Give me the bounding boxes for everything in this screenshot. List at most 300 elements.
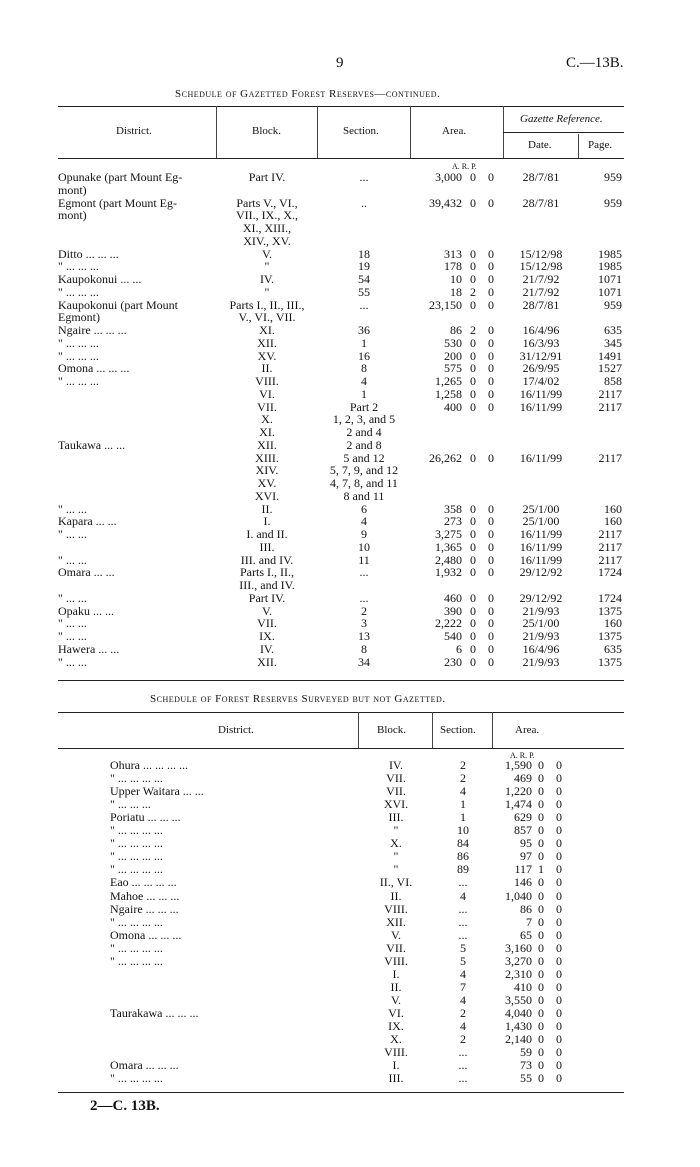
- t1-page: 1491: [598, 348, 622, 363]
- t2-area-units: A. R. P.: [510, 751, 535, 760]
- t2-acres: 7: [526, 914, 532, 929]
- t1-acres: 1,365: [435, 539, 462, 554]
- t1-block: XIV., XV.: [243, 233, 291, 248]
- t2-perches: 0: [556, 810, 562, 825]
- t2-section: 4: [460, 888, 466, 903]
- t1-block: XI.: [259, 323, 275, 337]
- t1-section: 36: [358, 323, 370, 337]
- t2-block: I.: [392, 1058, 400, 1073]
- t1-roods: 0: [470, 361, 476, 376]
- t1-section: 19: [358, 259, 370, 274]
- t1-district: Opunake (part Mount Eg-: [58, 171, 183, 184]
- t1-roods: 0: [470, 297, 476, 312]
- t1-page: 1375: [598, 654, 622, 669]
- t1-section: 4, 7, 8, and 11: [330, 476, 398, 490]
- t2-block: X.: [390, 1032, 402, 1047]
- t1-block: II.: [261, 501, 273, 516]
- t1-date: 28/7/81: [522, 297, 560, 312]
- t1-block: Parts I., II., III.,: [229, 297, 305, 312]
- t1-perches: 0: [488, 527, 494, 541]
- t2-district: Taurakawa ... ... ...: [110, 1006, 199, 1020]
- t1-district: " ... ...: [58, 655, 87, 669]
- t1-date: 21/7/92: [522, 284, 560, 299]
- t1-date: 29/12/92: [519, 565, 563, 580]
- t1-block: III. and IV.: [240, 552, 294, 567]
- t2-perches: 0: [556, 927, 562, 942]
- t2-perches: 0: [556, 1032, 562, 1047]
- t1-page: 959: [604, 297, 622, 312]
- t2-acres: 86: [520, 901, 532, 916]
- t2-section: 2: [460, 758, 466, 772]
- t1-district: " ... ...: [58, 553, 87, 567]
- t1-roods: 0: [470, 603, 476, 618]
- t2-block: XVI.: [383, 797, 409, 812]
- t2-perches: 0: [556, 1005, 562, 1020]
- t1-acres: 6: [456, 641, 462, 656]
- t2-acres: 55: [520, 1071, 532, 1086]
- t1-acres: 530: [444, 335, 462, 350]
- t1-perches: 0: [488, 386, 494, 401]
- t2-section: 89: [457, 862, 469, 877]
- t2-roods: 0: [538, 823, 544, 838]
- t2-roods: 0: [538, 979, 544, 994]
- t2-block: VII.: [386, 940, 406, 955]
- t2-acres: 2,310: [505, 966, 532, 981]
- t2-block: III.: [388, 810, 404, 825]
- t1-perches: 0: [488, 374, 494, 388]
- t2-district: Eao ... ... ... ...: [110, 876, 177, 890]
- t1-section: ...: [359, 170, 369, 184]
- t2-roods: 0: [538, 966, 544, 981]
- t2-block: ": [393, 849, 399, 864]
- t1-roods: 0: [470, 399, 476, 414]
- t1-area-units: A. R. P.: [452, 162, 477, 171]
- t1-acres: 1,932: [435, 565, 462, 580]
- t2-block: IV.: [388, 758, 404, 772]
- t2-block: VII.: [386, 784, 406, 799]
- t1-acres: 3,000: [435, 170, 462, 184]
- t1-block: Part IV.: [248, 590, 286, 605]
- t2-block: III.: [388, 1071, 404, 1086]
- t1-roods: 0: [470, 527, 476, 541]
- t2-roods: 0: [538, 992, 544, 1007]
- t1-page: 1724: [598, 565, 622, 580]
- t2-acres: 857: [514, 823, 532, 838]
- t1-perches: 0: [488, 323, 494, 337]
- t1-date: 26/9/95: [522, 361, 560, 376]
- table1-title: Schedule of Gazetted Forest Reserves—continued.: [175, 88, 441, 100]
- t1-perches: 0: [488, 590, 494, 605]
- t2-roods: 0: [538, 1058, 544, 1073]
- t2-perches: 0: [556, 992, 562, 1007]
- t1-acres: 390: [444, 603, 462, 618]
- t2-roods: 0: [538, 888, 544, 903]
- t1-date: 29/12/92: [519, 590, 563, 605]
- t2-block: VIII.: [384, 1045, 408, 1060]
- t1-acres: 1,265: [435, 374, 462, 388]
- t1-section: 9: [361, 527, 367, 541]
- t1-block: XII.: [257, 335, 277, 350]
- t1-roods: 2: [470, 323, 476, 337]
- t1-block: XIV.: [255, 463, 279, 478]
- t1-date: 21/7/92: [522, 272, 560, 286]
- t1-block: XV.: [257, 476, 277, 490]
- t1-date: 16/4/96: [522, 641, 560, 656]
- t2-roods: 0: [538, 849, 544, 864]
- t1-block: VI.: [259, 386, 275, 401]
- t2-col-block: Block.: [377, 724, 407, 736]
- t1-roods: 0: [470, 565, 476, 580]
- t1-block: Part IV.: [248, 170, 286, 184]
- t1-roods: 0: [470, 335, 476, 350]
- t1-perches: 0: [488, 501, 494, 516]
- t2-perches: 0: [556, 784, 562, 799]
- t1-district: " ... ...: [58, 502, 87, 516]
- t1-date: 21/9/93: [522, 654, 560, 669]
- t1-section: 3: [361, 616, 367, 631]
- t1-roods: 0: [470, 259, 476, 274]
- t2-acres: 3,160: [505, 940, 532, 955]
- t2-block: II., VI.: [379, 875, 413, 890]
- t1-acres: 3,275: [435, 527, 462, 541]
- t2-section: 7: [460, 979, 466, 994]
- t2-acres: 1,430: [505, 1019, 532, 1033]
- t1-district: Ngaire ... ... ...: [58, 324, 127, 337]
- t1-block: XVI.: [254, 488, 280, 503]
- t1-page: 2117: [598, 386, 622, 401]
- t1-block: IV.: [259, 272, 275, 286]
- t1-section: 8: [361, 641, 367, 656]
- t2-perches: 0: [556, 836, 562, 851]
- t1-section: 6: [361, 501, 367, 516]
- t2-district: Mahoe ... ... ...: [110, 889, 180, 903]
- t1-acres: 230: [444, 654, 462, 669]
- t1-roods: 0: [470, 616, 476, 631]
- t2-acres: 410: [514, 979, 532, 994]
- t1-perches: 0: [488, 565, 494, 580]
- t1-section: 11: [358, 552, 370, 567]
- t2-perches: 0: [556, 1019, 562, 1033]
- t1-district: " ... ...: [58, 591, 87, 605]
- t1-section: ...: [359, 590, 369, 605]
- t2-acres: 95: [520, 836, 532, 851]
- t1-district: Ditto ... ... ...: [58, 247, 119, 261]
- t1-page: 2117: [598, 539, 622, 554]
- table2-title: Schedule of Forest Reserves Surveyed but not Gazetted.: [150, 693, 446, 705]
- t2-district: Ngaire ... ... ...: [110, 902, 179, 916]
- t1-date: 25/1/00: [522, 501, 560, 516]
- t1-page: 2117: [598, 450, 622, 465]
- t1-block: VII., IX., X.,: [236, 208, 298, 223]
- t1-section: 8: [361, 361, 367, 376]
- t2-acres: 1,590: [505, 758, 532, 772]
- t1-block: IX.: [259, 629, 275, 643]
- t1-date: 16/11/99: [519, 450, 563, 465]
- t2-roods: 0: [538, 1019, 544, 1033]
- t1-page: 635: [604, 641, 622, 656]
- t1-section: ..: [361, 195, 367, 210]
- t1-block: Parts V., VI.,: [236, 195, 298, 210]
- t2-perches: 0: [556, 888, 562, 903]
- t2-perches: 0: [556, 966, 562, 981]
- t1-roods: 0: [470, 348, 476, 363]
- t2-acres: 146: [514, 875, 532, 890]
- t1-date: 21/9/93: [522, 629, 560, 643]
- t2-perches: 0: [556, 849, 562, 864]
- t2-section: ...: [458, 914, 468, 929]
- t1-page: 160: [604, 616, 622, 631]
- t1-date: 16/11/99: [519, 399, 563, 414]
- t2-block: VI.: [388, 1005, 404, 1020]
- t2-perches: 0: [556, 758, 562, 772]
- t1-col-district: District.: [116, 125, 152, 137]
- t1-date: 28/7/81: [522, 195, 560, 210]
- t2-perches: 0: [556, 953, 562, 968]
- t2-section: 5: [460, 940, 466, 955]
- t1-date: 25/1/00: [522, 616, 560, 631]
- t1-acres: 400: [444, 399, 462, 414]
- t2-roods: 0: [538, 1045, 544, 1060]
- t1-page: 959: [604, 195, 622, 210]
- t1-district: Egmont (part Mount Eg-: [58, 196, 177, 210]
- t1-roods: 0: [470, 272, 476, 286]
- t1-block: ": [264, 284, 270, 299]
- t1-district: " ... ... ...: [58, 336, 99, 350]
- t1-district: Kapara ... ...: [58, 515, 117, 529]
- t1-section: 13: [358, 629, 370, 643]
- t1-section: 1: [361, 335, 367, 350]
- t1-perches: 0: [488, 170, 494, 184]
- t2-perches: 0: [556, 901, 562, 916]
- t2-district: " ... ... ... ...: [110, 850, 163, 864]
- t2-section: ...: [458, 1045, 468, 1060]
- t2-section: ...: [458, 1058, 468, 1073]
- t2-acres: 73: [520, 1058, 532, 1073]
- t1-district: Kaupokonui ... ...: [58, 273, 142, 286]
- t2-block: ": [393, 823, 399, 838]
- t2-acres: 4,040: [505, 1005, 532, 1020]
- t1-block: V.: [261, 246, 273, 261]
- t2-roods: 0: [538, 1005, 544, 1020]
- t1-block: Parts I., II.,: [240, 565, 294, 580]
- t1-page: 635: [604, 323, 622, 337]
- t2-roods: 0: [538, 875, 544, 890]
- t1-date: 16/11/99: [519, 539, 563, 554]
- t1-perches: 0: [488, 297, 494, 312]
- t1-roods: 0: [470, 654, 476, 669]
- t2-perches: 0: [556, 875, 562, 890]
- t2-block: VII.: [386, 771, 406, 786]
- t1-roods: 0: [470, 501, 476, 516]
- t1-district: " ... ...: [58, 528, 87, 541]
- t2-section: 10: [457, 823, 469, 838]
- t1-block: I. and II.: [246, 527, 288, 541]
- t1-roods: 0: [470, 374, 476, 388]
- t2-acres: 2,140: [505, 1032, 532, 1047]
- t1-block: VII.: [257, 399, 277, 414]
- t1-acres: 2,480: [435, 552, 462, 567]
- t1-col-block: Block.: [252, 125, 282, 137]
- t2-block: I.: [392, 966, 400, 981]
- t1-perches: 0: [488, 552, 494, 567]
- t2-perches: 0: [556, 797, 562, 812]
- t2-section: 1: [460, 810, 466, 825]
- t1-roods: 0: [470, 195, 476, 210]
- t2-perches: 0: [556, 1058, 562, 1073]
- t2-block: II.: [390, 888, 402, 903]
- t1-district: Omona ... ... ...: [58, 362, 130, 376]
- t1-perches: 0: [488, 335, 494, 350]
- t1-date: 28/7/81: [522, 170, 560, 184]
- t1-acres: 2,222: [435, 616, 462, 631]
- t1-col-area: Area.: [442, 125, 467, 137]
- t1-date: 21/9/93: [522, 603, 560, 618]
- t2-acres: 1,474: [505, 797, 532, 812]
- t1-page: 1071: [598, 272, 622, 286]
- t1-page: 1985: [598, 246, 622, 261]
- t1-acres: 200: [444, 348, 462, 363]
- t2-district: " ... ... ... ...: [110, 863, 163, 877]
- t1-section: 1, 2, 3, and 5: [332, 412, 396, 427]
- t1-page: 160: [604, 514, 622, 529]
- t1-block: V., VI., VII.: [238, 310, 296, 325]
- t1-page: 1527: [598, 361, 622, 376]
- t2-section: 2: [460, 1005, 466, 1020]
- t2-roods: 0: [538, 797, 544, 812]
- t1-perches: 0: [488, 272, 494, 286]
- t1-roods: 2: [470, 284, 476, 299]
- t2-perches: 0: [556, 1045, 562, 1060]
- t1-block: I.: [263, 514, 271, 529]
- t1-roods: 0: [470, 170, 476, 184]
- t1-page: 160: [604, 501, 622, 516]
- t1-perches: 0: [488, 361, 494, 376]
- t2-district: " ... ... ... ...: [110, 772, 163, 786]
- t2-roods: 0: [538, 758, 544, 772]
- t1-col-gazette: Gazette Reference.: [520, 113, 603, 125]
- t2-block: V.: [390, 927, 402, 942]
- t1-district: " ... ...: [58, 630, 87, 643]
- t1-section: 54: [358, 272, 370, 286]
- t1-acres: 540: [444, 629, 462, 643]
- t2-acres: 3,550: [505, 992, 532, 1007]
- t1-section: 5 and 12: [343, 450, 385, 465]
- t1-perches: 0: [488, 603, 494, 618]
- t1-page: 1375: [598, 629, 622, 643]
- t1-acres: 178: [444, 259, 462, 274]
- t2-roods: 0: [538, 810, 544, 825]
- t1-district: " ... ... ...: [58, 260, 99, 274]
- t1-district: " ... ... ...: [58, 349, 99, 363]
- t2-roods: 0: [538, 914, 544, 929]
- t2-acres: 59: [520, 1045, 532, 1060]
- t1-page: 345: [604, 335, 622, 350]
- t2-district: " ... ... ... ...: [110, 915, 163, 929]
- t2-section: 1: [460, 797, 466, 812]
- t2-roods: 0: [538, 784, 544, 799]
- t1-section: 16: [358, 348, 370, 363]
- t1-block: XI., XIII.,: [242, 221, 292, 235]
- t1-date: 31/12/91: [519, 348, 563, 363]
- t1-acres: 23,150: [429, 297, 462, 312]
- t1-section: 1: [361, 386, 367, 401]
- t2-acres: 117: [514, 862, 532, 877]
- t1-col-section: Section.: [343, 125, 379, 137]
- t2-col-area: Area.: [515, 724, 540, 736]
- t1-block: III., and IV.: [239, 578, 295, 592]
- t1-district: Opaku ... ...: [58, 604, 114, 618]
- t2-block: X.: [390, 836, 402, 851]
- t2-acres: 629: [514, 810, 532, 825]
- t2-acres: 65: [520, 927, 532, 942]
- t1-col-date: Date.: [528, 139, 552, 151]
- t1-district: " ... ... ...: [58, 375, 99, 388]
- t2-roods: 0: [538, 901, 544, 916]
- t1-section: Part 2: [349, 399, 379, 414]
- t2-section: 84: [457, 836, 469, 851]
- t2-perches: 0: [556, 771, 562, 786]
- t1-roods: 0: [470, 641, 476, 656]
- t1-section: 55: [358, 284, 370, 299]
- t1-roods: 0: [470, 552, 476, 567]
- t1-page: 858: [604, 374, 622, 388]
- t2-acres: 3,270: [505, 953, 532, 968]
- page-number: 9: [336, 55, 344, 71]
- t1-district: mont): [58, 183, 87, 197]
- t1-roods: 0: [470, 450, 476, 465]
- t2-section: 86: [457, 849, 469, 864]
- t1-roods: 0: [470, 629, 476, 643]
- t1-section: 2 and 4: [346, 425, 382, 439]
- t1-section: ...: [359, 565, 369, 580]
- t1-perches: 0: [488, 539, 494, 554]
- t2-acres: 97: [520, 849, 532, 864]
- t1-district: Taukawa ... ...: [58, 438, 126, 452]
- t1-block: XIII.: [255, 450, 279, 465]
- t1-acres: 10: [450, 272, 462, 286]
- t1-acres: 18: [450, 284, 462, 299]
- t1-perches: 0: [488, 654, 494, 669]
- t2-district: Poriatu ... ... ...: [110, 811, 181, 825]
- t1-block: ": [264, 259, 270, 274]
- t1-roods: 0: [470, 514, 476, 529]
- t1-block: VIII.: [255, 374, 279, 388]
- t1-section: 2 and 8: [346, 437, 382, 452]
- t1-perches: 0: [488, 641, 494, 656]
- t2-roods: 0: [538, 940, 544, 955]
- t1-page: 959: [604, 170, 622, 184]
- t1-section: 8 and 11: [343, 488, 385, 503]
- t1-page: 2117: [598, 399, 622, 414]
- t1-block: XII.: [257, 654, 277, 669]
- t1-perches: 0: [488, 348, 494, 363]
- t1-date: 25/1/00: [522, 514, 560, 529]
- t1-perches: 0: [488, 616, 494, 631]
- t1-acres: 1,258: [435, 386, 462, 401]
- t2-perches: 0: [556, 979, 562, 994]
- t1-section: 18: [358, 246, 370, 261]
- t2-section: 4: [460, 784, 466, 799]
- t2-perches: 0: [556, 1071, 562, 1086]
- t1-district: Kaupokonui (part Mount: [58, 298, 178, 312]
- t2-acres: 1,220: [505, 784, 532, 799]
- t2-roods: 0: [538, 927, 544, 942]
- footer-signature: 2—C. 13B.: [90, 1098, 160, 1114]
- t1-roods: 0: [470, 246, 476, 261]
- t1-page: 1375: [598, 603, 622, 618]
- t1-section: ...: [359, 297, 369, 312]
- t2-block: V.: [390, 992, 402, 1007]
